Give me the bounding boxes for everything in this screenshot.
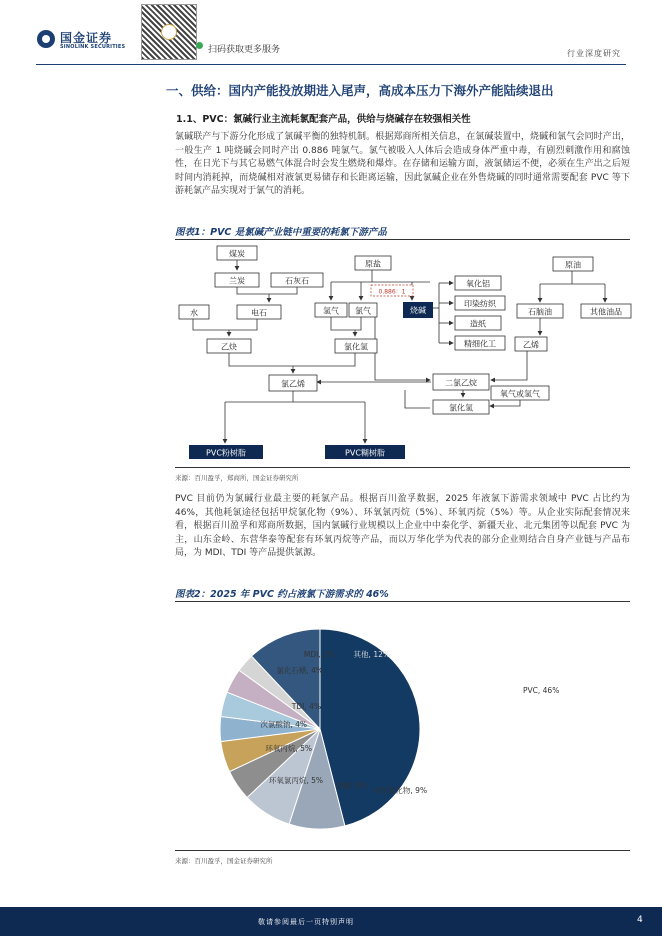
pie-label-1: 甲烷氯化物, 9% [372,786,428,795]
label-acetylene: 乙炔 [221,342,237,352]
label-carbide: 电石 [251,308,267,318]
label-chlorine: 氯气 [355,306,371,316]
label-limestone: 石灰石 [285,276,309,286]
label-water: 水 [190,308,198,318]
label-hydrogen: 氢气 [323,306,339,316]
pie-label-3: 环氧氯丙烷, 5% [268,776,323,785]
pie-chart [175,605,630,845]
label-naphtha: 石脑油 [528,307,552,317]
figure2-bottom-rule [175,850,630,851]
pie-label-5: 次氯酸钠, 4% [260,720,307,729]
label-pvc-paste: PVC糊树脂 [345,448,385,458]
logo-text: 国金证券 [60,31,113,45]
logo-icon [37,30,55,48]
pie-label-8: MDI, 3% [303,650,335,659]
label-other-oil: 其他油品 [590,307,622,317]
paragraph-chlor-alkali: 氯碱联产与下游分化形成了氯碱平衡的独特机制。根据郑商所相关信息，在氯碱装置中，烧碱和氯气会同时产出，一般生产 1 吨烧碱会同时产出 0.886 吨氯气。氯气被吸入人体后会造成身体严重中毒，有剧烈刺激作用和腐蚀性，在日光下与其它易燃气体混合时会发生燃烧和爆炸。在存储和运输方面，液氯储运不便，必须在生产出之后短时间内消耗掉，而烧碱相对液氯更易储存和长距离运输，因此氯碱企业在外售烧碱的同时通常需要配套 PVC 等下游耗氯产品实现对于氯气的消耗。 [175,132,630,196]
figure1-bottom-rule [175,467,630,468]
chlor-alkali-flowchart [175,242,635,464]
pie-label-2: 盐酸, 8% [336,781,368,790]
label-ratio: 0.886：1 [378,288,406,296]
section-title: 一、供给：国内产能投放期进入尾声，高成本压力下海外产能陆续退出 [166,83,554,98]
pie-label-7: 氯化石蜡, 4% [276,666,323,675]
label-vcm: 氯乙烯 [281,379,305,389]
label-pvc-powder: PVC粉树脂 [206,448,246,458]
document-type: 行业深度研究 [567,49,621,58]
label-coke: 兰炭 [229,276,245,286]
label-crude: 原油 [565,260,581,270]
wechat-icon [196,42,203,49]
label-hcl2: 氯化氢 [449,403,473,413]
label-textile: 印染纺织 [464,299,496,309]
label-ethylene: 乙烯 [523,340,539,350]
qr-center-logo-icon [161,24,177,40]
label-hcl: 氯化氢 [344,342,368,352]
figure1-source: 来源：百川盈孚，郑商所，国金证券研究所 [175,474,299,482]
label-salt: 原盐 [365,259,381,269]
figure2-title: 图表2：2025 年 PVC 约占液氯下游需求的 46% [175,589,389,600]
label-coal: 煤炭 [229,249,245,259]
figure1-top-rule [175,239,630,240]
pie-label-6: TDI, 4% [291,702,321,711]
header-divider [36,64,626,65]
scan-prompt: 扫码获取更多服务 [208,45,281,55]
pie-label-4: 环氧丙烷, 5% [265,744,312,753]
figure2-top-rule [175,601,630,602]
pie-label-9: 其他, 12% [353,650,390,659]
logo-english: SINOLINK SECURITIES [60,44,126,50]
label-edc: 二氯乙烷 [445,378,477,388]
figure2-source: 来源：百川盈孚，国金证券研究所 [175,857,273,865]
page-number: 4 [637,915,643,925]
subsection-title: 1.1、PVC：氯碱行业主流耗氯配套产品，供给与烧碱存在较强相关性 [176,114,471,125]
footer-disclaimer[interactable]: 敬请参阅最后一页特别声明 [258,918,354,926]
paragraph-pvc-demand: PVC 目前仍为氯碱行业最主要的耗氯产品。根据百川盈孚数据，2025 年液氯下游需求领域中 PVC 占比约为 46%，其他耗氯途径包括甲烷氯化物（9%）、环氧氯丙烷（5%）、环氧丙烷（5%）等。从企业实际配套情况来看，根据百川盈孚和郑商所数据，国内氯碱行业规模以上企业中中泰化学、新疆天业、北元集团等以配套 PVC 为主，山东金岭、东营华泰等配套有环氧丙烷等产品，而以万华化学为代表的部分企业则结合自身产业链与产品布局，为 MDI、TDI 等产品提供氯源。 [175,494,630,558]
label-fine-chem: 精细化工 [464,339,496,349]
pie-label-0: PVC, 46% [523,686,560,695]
label-o2h2: 氧气或氢气 [500,389,540,399]
label-alumina: 氧化铝 [466,279,490,289]
label-caustic: 烧碱 [410,306,426,315]
label-paper: 造纸 [470,319,486,329]
figure1-title: 图表1：PVC 是氯碱产业链中重要的耗氯下游产品 [175,227,387,238]
